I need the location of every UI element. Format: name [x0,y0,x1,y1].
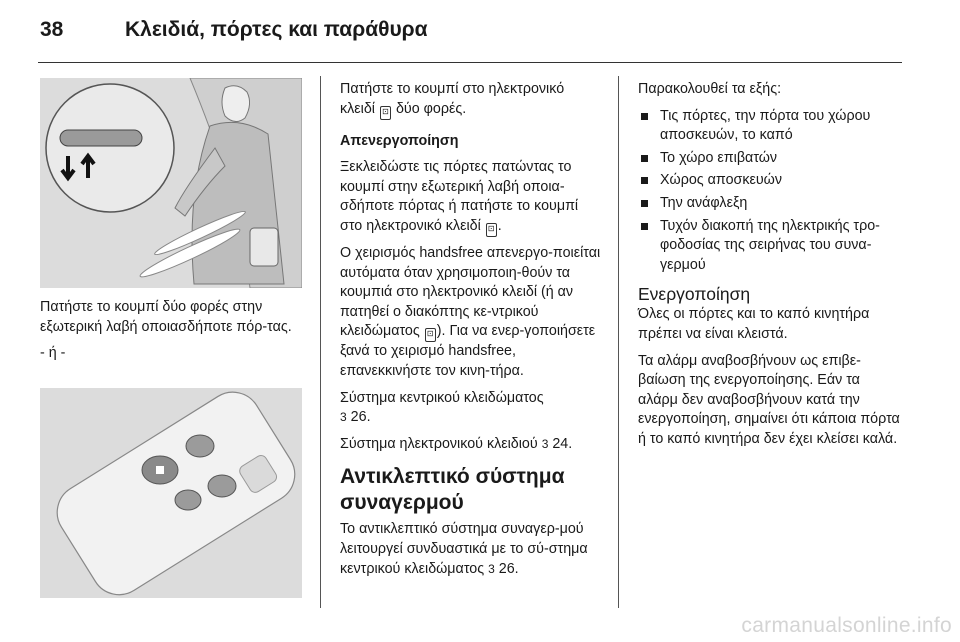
deactivation-text-end: . [497,217,502,234]
list-item: Τυχόν διακοπή της ηλεκτρικής τρο-φοδοσίας της σειρήνας του συνα-γερμού [638,217,900,276]
monitors-intro: Παρακολουθεί τα εξής: [638,81,782,97]
caption-door-handle: Πατήστε το κουμπί δύο φορές στην εξωτερική λαβή οποιασδήποτε πόρ-τας. [40,299,292,335]
reference-electronic-key [340,435,602,455]
watermark: carmanualsonline.info [741,614,952,637]
handsfree-text: Ο χειρισμός handsfree απενεργο-ποιείται αυτόματα όταν χρησιμοποιη-θούν τα κουμπιά στο ηλεκτρονικό κλειδί (ή αν πατηθεί ο διακόπτης κε-ντρικού κλειδώματος [340,244,601,340]
list-item: Χώρος αποσκευών [638,171,900,191]
alarm-intro-text: Το αντικλεπτικό σύστημα συναγερ-μού λειτουργεί συνδυαστικά με το σύ-στημα κεντρικού κλειδώματος [340,521,588,577]
press-key-twice-text [340,80,602,120]
list-item: Το χώρο επιβατών [638,149,900,169]
reference-page[interactable]: 26. [350,409,371,426]
key-card-drawing [40,388,302,598]
page-number: 38 [40,18,64,41]
activation-paragraph-2: Τα αλάρμ αναβοσβήνουν ως επιβε-βαίωση της ενεργοποίησης. Εάν τα αλάρμ δεν αναβοσβήνουν κατά την ενεργοποίηση, σημαίνει ότι κάποια πόρτα ή το καπό κινητήρα δεν έχει κλείσει καλά. [638,352,900,447]
list-item: Τις πόρτες, την πόρτα του χώρου αποσκευών, το καπό [638,107,900,146]
reference-page[interactable]: 24. [552,435,573,452]
unlock-icon: ⊡ [486,223,497,237]
column-1 [40,298,302,371]
reference-page[interactable]: 26. [498,560,519,577]
activation-paragraph-1: Όλες οι πόρτες και το καπό κινητήρα πρέπει να είναι κλειστά. [638,306,870,342]
page-ref-arrow-icon: 3 [340,410,347,425]
column-divider-2 [618,76,619,608]
page-ref-arrow-icon: 3 [541,436,549,451]
reference-text: Σύστημα κεντρικού κλειδώματος [340,389,544,406]
page-header [40,18,428,42]
page-ref-arrow-icon: 3 [488,561,495,576]
chapter-title: Κλειδιά, πόρτες και παράθυρα [125,18,428,41]
reference-central-locking [340,389,602,428]
reference-text: Σύστημα ηλεκτρονικού κλειδιού [340,435,538,452]
deactivation-text: Ξεκλειδώστε τις πόρτες πατώντας το κουμπί στην εξωτερική λαβή οποια-σδήποτε πόρτας ή πατήστε το κουμπί στο ηλεκτρονικό κλειδί [340,159,579,234]
deactivation-paragraph-2 [340,244,602,382]
door-handle-illustration [40,78,302,288]
press-key-text-end: δύο φορές. [395,100,467,117]
activation-heading: Ενεργοποίηση [638,284,751,305]
list-item: Την ανάφλεξη [638,194,900,214]
header-rule [38,62,902,63]
or-separator: - ή - [40,345,66,362]
lock-icon: ⊡ [380,106,391,120]
deactivation-paragraph-1 [340,158,602,237]
handsfree-text-end: ). Για να ενερ-γοποιήσετε ξανά το χειρισμό handsfree, επανεκκινήστε τον κινη-τήρα. [340,323,596,379]
central-lock-icon: ⊡ [425,328,436,342]
door-handle-drawing [40,78,302,288]
press-key-text: Πατήστε το κουμπί στο ηλεκτρονικό κλειδί [340,81,565,117]
key-card-illustration [40,388,302,598]
alarm-intro-paragraph [340,520,602,579]
monitored-items-list [638,107,900,276]
column-3 [638,80,900,457]
column-2 [340,80,602,586]
column-divider-1 [320,76,321,608]
section-title-alarm: Αντικλεπτικό σύστημα συναγερμού [340,465,565,515]
deactivation-heading: Απενεργοποίηση [340,132,459,149]
